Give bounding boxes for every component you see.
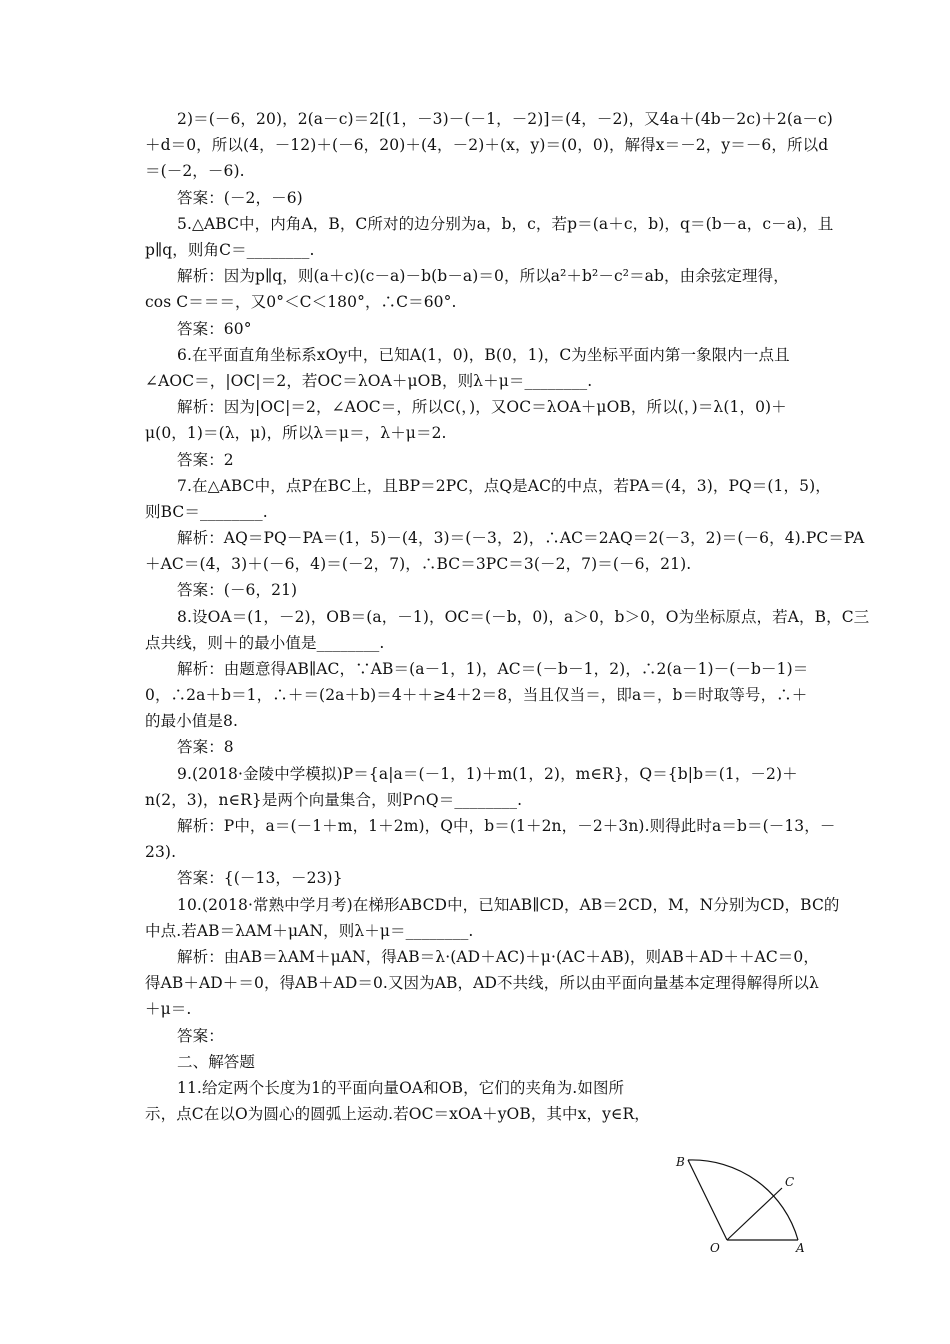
segment-oc: [727, 1188, 782, 1240]
text-line: cos C＝＝＝，又0°＜C＜180°，∴C＝60°.: [145, 293, 457, 311]
text-line: 答案：{(－13，－23)}: [177, 869, 343, 887]
text-line: 11.给定两个长度为1的平面向量OA和OB，它们的夹角为.如图所: [177, 1079, 625, 1097]
text-line: 6.在平面直角坐标系xOy中，已知A(1，0)，B(0，1)，C为坐标平面内第一象限内一点且: [177, 346, 790, 364]
text-line: 7.在△ABC中，点P在BC上，且BP＝2PC，点Q是AC的中点，若PA＝(4，3)，PQ＝(1，5)，: [177, 477, 831, 495]
text-line: 的最小值是8.: [145, 712, 238, 730]
text-line: 0，∴2a＋b＝1，∴＋＝(2a＋b)＝4＋＋≥4＋2＝8，当且仅当＝，即a＝，b＝时取等号，∴＋: [145, 686, 808, 704]
label-b: B: [676, 1155, 685, 1169]
text-line: 则BC＝________.: [145, 503, 268, 521]
text-line: ＋μ＝.: [145, 1000, 192, 1018]
text-line: ＝(－2，－6).: [145, 162, 245, 180]
text-line: 示，点C在以O为圆心的圆弧上运动.若OC＝xOA＋yOB，其中x，y∈R，: [145, 1105, 650, 1123]
text-line: 答案：8: [177, 738, 234, 756]
text-line: ＋AC＝(4，3)＋(－6，4)＝(－2，7)，∴BC＝3PC＝3(－2，7)＝(－6，21).: [145, 555, 692, 573]
text-line: 答案：(－2，－6): [177, 189, 303, 207]
text-line: ∠AOC＝，|OC|＝2，若OC＝λOA＋μOB，则λ＋μ＝________.: [145, 372, 593, 390]
text-line: 二、解答题: [177, 1053, 256, 1071]
text-line: 解析：AQ＝PQ－PA＝(1，5)－(4，3)＝(－3，2)，∴AC＝2AQ＝2(－3，2)＝(－6，4).PC＝PA: [177, 529, 865, 547]
text-line: 解析：因为|OC|＝2，∠AOC＝，所以C(，)，又OC＝λOA＋μOB，所以(，)＝λ(1，0)＋: [177, 398, 787, 416]
text-line: 答案：: [177, 1027, 224, 1045]
text-line: 8.设OA＝(1，－2)，OB＝(a，－1)，OC＝(－b，0)，a＞0，b＞0，O为坐标原点，若A，B，C三: [177, 608, 870, 626]
arc-figure: [672, 1148, 822, 1260]
text-line: 中点.若AB＝λAM＋μAN，则λ＋μ＝________.: [145, 922, 474, 940]
text-line: 点共线，则＋的最小值是________.: [145, 634, 385, 652]
arc-ba: [688, 1160, 798, 1240]
text-line: 答案：2: [177, 451, 234, 469]
text-line: 答案：(－6，21): [177, 581, 298, 599]
text-line: 2)＝(－6，20)，2(a－c)＝2[(1，－3)－(－1，－2)]＝(4，－2)，又4a＋(4b－2c)＋2(a－c): [177, 110, 833, 128]
label-a: A: [796, 1241, 805, 1255]
label-o: O: [710, 1241, 720, 1255]
text-line: 得AB＋AD＋＝0，得AB＋AD＝0.又因为AB，AD不共线，所以由平面向量基本定理得解得所以λ: [145, 974, 819, 992]
text-line: 解析：由AB＝λAM＋μAN，得AB＝λ·(AD＋AC)＋μ·(AC＋AB)，则AB＋AD＋＋AC＝0，: [177, 948, 819, 966]
text-line: n(2，3)，n∈R}是两个向量集合，则P∩Q＝________.: [145, 791, 523, 809]
text-line: 解析：P中，a＝(－1＋m，1＋2m)，Q中，b＝(1＋2n，－2＋3n).则得此时a＝b＝(－13，－: [177, 817, 836, 835]
text-line: 解析：因为p∥q，则(a＋c)(c－a)－b(b－a)＝0，所以a²＋b²－c²＝ab，由余弦定理得，: [177, 267, 789, 285]
text-line: μ(0，1)＝(λ，μ)，所以λ＝μ＝，λ＋μ＝2.: [145, 424, 447, 442]
text-line: 解析：由题意得AB∥AC，∵AB＝(a－1，1)，AC＝(－b－1，2)，∴2(a－1)－(－b－1)＝: [177, 660, 809, 678]
label-c: C: [785, 1175, 795, 1189]
text-line: 5.△ABC中，内角A，B，C所对的边分别为a，b，c，若p＝(a＋c，b)，q＝(b－a，c－a)，且: [177, 215, 834, 233]
text-line: 答案：60°: [177, 320, 252, 338]
text-line: p∥q，则角C＝________.: [145, 241, 315, 259]
text-line: 23).: [145, 843, 177, 861]
text-line: 10.(2018·常熟中学月考)在梯形ABCD中，已知AB∥CD，AB＝2CD，M，N分别为CD，BC的: [177, 896, 840, 914]
text-line: 9.(2018·金陵中学模拟)P＝{a|a＝(－1，1)＋m(1，2)，m∈R}，Q＝{b|b＝(1，－2)＋: [177, 765, 798, 783]
text-line: ＋d＝0，所以(4，－12)＋(－6，20)＋(4，－2)＋(x，y)＝(0，0)，解得x＝－2，y＝－6，所以d: [145, 136, 829, 154]
segment-ob: [688, 1160, 727, 1240]
